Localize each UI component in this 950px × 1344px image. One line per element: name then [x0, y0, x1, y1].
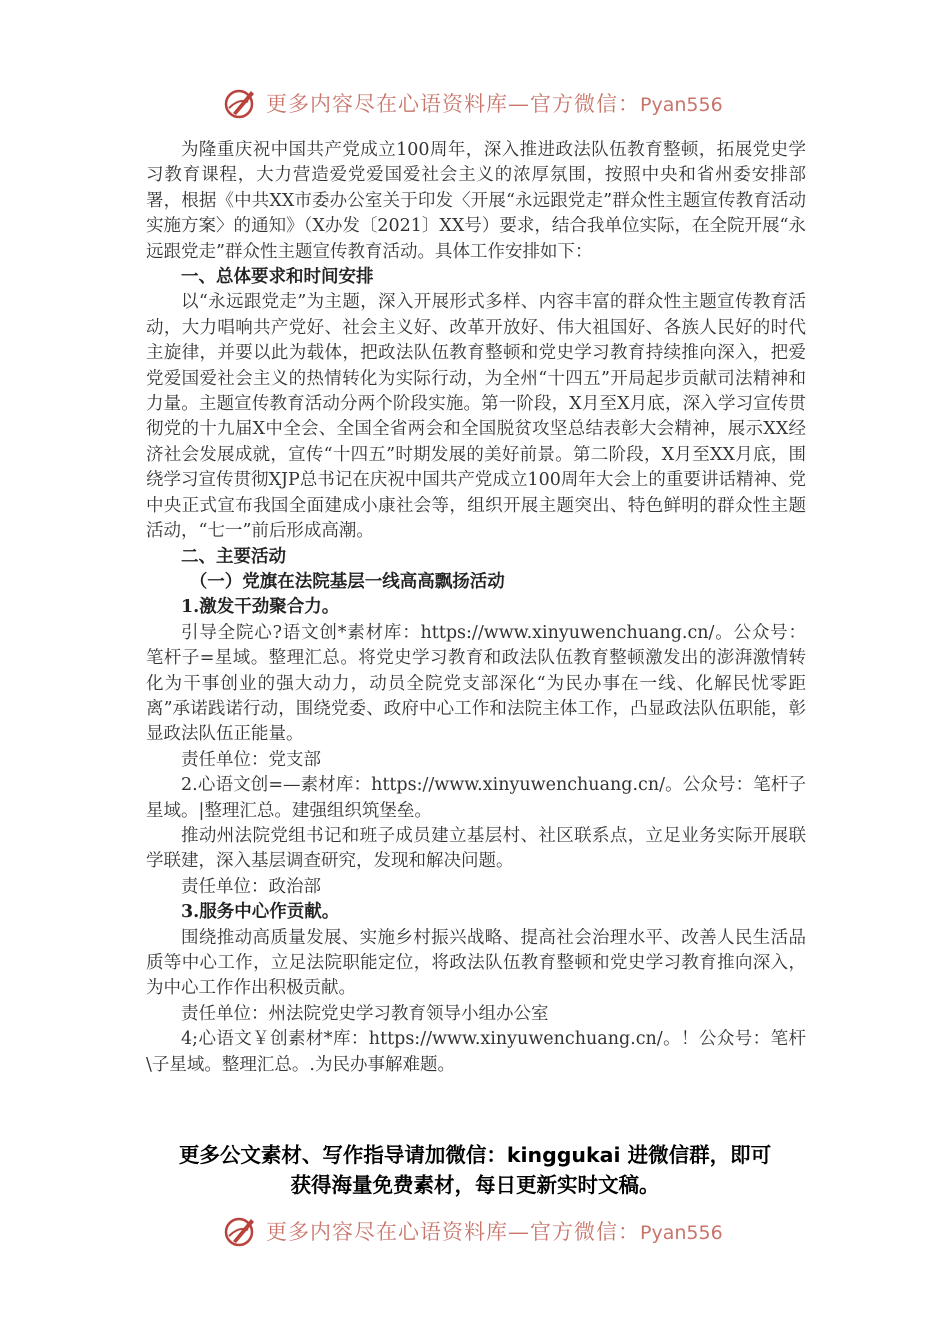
section-heading-2: 二、主要活动 — [181, 546, 286, 567]
banner-text — [266, 88, 723, 118]
item-heading-3: 3.服务中心作贡献。 — [181, 902, 340, 923]
paragraph-requirements: 以“永远跟党走”为主题，深入开展形式多样、内容丰富的群众性主题宣传教育活动，大力唱响共产党好、社会主义好、改革开放好、伟大祖国好、各族人民好的时代主旋律，并要以此为载体，把政法队伍教育整顿和党史学习教育持续推向深入，把爱党爱国爱社会主义的热情转化为实际行动，为全州“十四五”开局起步贡献司法精神和力量。主题宣传教育活动分两个阶段实施。第一阶段，X月至X月底，深入学习宣传贯彻党的十九届X中全会、全国全省两会和全国脱贫攻坚总结表彰大会精神，展示XX经济社会发展成就，宣传“十四五”时期发展的美好前景。第二阶段，X月至XX月底，围绕学习宣传贯彻XJP总书记在庆祝中国共产党成立100周年大会上的重要讲话精神、党中央正式宣布我国全面建成小康社会等，组织开展主题突出、特色鲜明的群众性主题活动，“七一”前后形成高潮。 — [146, 292, 806, 542]
pen-logo-icon — [224, 86, 258, 120]
responsible-unit-1: 责任单位：党支部 — [181, 749, 321, 770]
item-heading-1: 1.激发干劲聚合力。 — [181, 597, 340, 618]
promo-line-1: 更多公文素材、写作指导请加微信：kinggukai 进微信群，即可 — [178, 1143, 772, 1167]
paragraph-item-1: 引导全院心?语文创*素材库：https://www.xinyuwenchuang.cn/。公众号：笔杆子=星域。整理汇总。将党史学习教育和政法队伍教育整顿激发出的澎湃激情转化为干事创业的强大动力，动员全院党支部深化“为民办事在一线、化解民忧零距离”承诺践诺行动，围绕党委、政府中心工作和法院主体工作，凸显政法队伍职能，彰显政法队伍正能量。 — [146, 622, 806, 745]
subsection-heading-1: （一）党旗在法院基层一线高高飘扬活动 — [189, 571, 505, 592]
item-heading-4: 4;心语文￥创素材*库：https://www.xinyuwenchuang.cn/。！公众号：笔杆\子星域。整理汇总。.为民办事解难题。 — [146, 1029, 806, 1075]
item-heading-2: 2.心语文创=—素材库：https://www.xinyuwenchuang.cn/。公众号：笔杆子星域。|整理汇总。建强组织筑堡垒。 — [146, 775, 806, 821]
banner-text — [266, 1216, 723, 1246]
banner-wechat-id: Pyan556 — [640, 1222, 723, 1244]
paragraph-item-3: 围绕推动高质量发展、实施乡村振兴战略、提高社会治理水平、改善人民生活品质等中心工作，立足法院职能定位，将政法队伍教育整顿和党史学习教育推向深入，为中心工作作出积极贡献。 — [146, 927, 806, 999]
paragraph-item-2: 推动州法院党组书记和班子成员建立基层村、社区联系点，立足业务实际开展联学联建，深入基层调查研究，发现和解决问题。 — [146, 825, 806, 872]
responsible-unit-3: 责任单位：州法院党史学习教育领导小组办公室 — [181, 1003, 549, 1024]
responsible-unit-2: 责任单位：政治部 — [181, 876, 321, 897]
banner-wechat-id: Pyan556 — [640, 94, 723, 116]
pen-logo-icon — [224, 1214, 258, 1248]
document-body — [146, 138, 806, 1078]
footer-banner — [0, 1210, 950, 1250]
promo-text — [0, 1140, 950, 1200]
header-banner — [0, 82, 950, 122]
intro-paragraph: 为隆重庆祝中国共产党成立100周年，深入推进政法队伍教育整顿，拓展党史学习教育课程，大力营造爱党爱国爱社会主义的浓厚氛围，按照中央和省州委安排部署，根据《中共XX市委办公室关于印发〈开展“永远跟党走”群众性主题宣传教育活动实施方案〉的通知》（X办发〔2021〕XX号）要求，结合我单位实际，在全院开展“永远跟党走”群众性主题宣传教育活动。具体工作安排如下： — [146, 140, 806, 262]
banner-text-cn: 更多内容尽在心语资料库—官方微信： — [266, 1220, 640, 1244]
section-heading-1: 一、总体要求和时间安排 — [181, 267, 374, 288]
banner-text-cn: 更多内容尽在心语资料库—官方微信： — [266, 92, 640, 116]
promo-line-2: 获得海量免费素材，每日更新实时文稿。 — [290, 1173, 660, 1197]
